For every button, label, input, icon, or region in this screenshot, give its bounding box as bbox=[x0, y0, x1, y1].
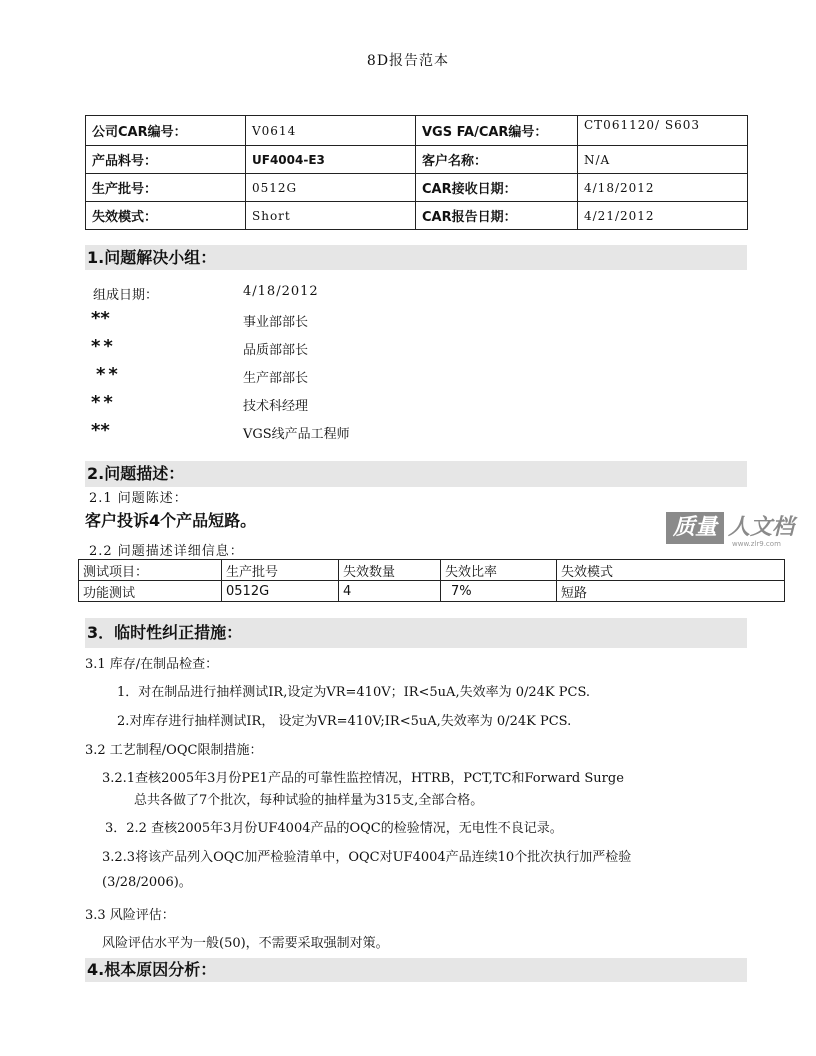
failure-detail-table bbox=[78, 559, 785, 602]
document-title: 8D报告范本 bbox=[366, 53, 450, 69]
car-report-date-label: CAR报告日期： bbox=[416, 202, 578, 230]
member-role: 技术科经理 bbox=[243, 399, 309, 414]
table-row bbox=[86, 174, 748, 202]
table-cell: 短路 bbox=[557, 581, 785, 602]
watermark-text: 人文档 bbox=[728, 515, 795, 540]
member-name: ** bbox=[91, 392, 116, 413]
section-3-heading: 3．临时性纠正措施： bbox=[85, 618, 747, 648]
member-role: 事业部部长 bbox=[243, 315, 309, 330]
failure-mode-value: Short bbox=[246, 202, 416, 230]
vgs-car-no-label: VGS FA/CAR编号： bbox=[416, 116, 578, 146]
process-control-item: 3.2.1查核2005年3月份PE1产品的可靠性监控情况，HTRB，PCT,TC和Forward Surge bbox=[102, 771, 624, 786]
table-header-cell: 失效模式 bbox=[557, 560, 785, 581]
risk-assessment-subheading: 3.3 风险评估： bbox=[85, 908, 175, 923]
process-control-item: 3．2.2 查核2005年3月份UF4004产品的OQC的检验情况，无电性不良记录。 bbox=[105, 821, 563, 836]
customer-name-label: 客户名称： bbox=[416, 146, 578, 174]
lot-no-label: 生产批号： bbox=[86, 174, 246, 202]
watermark-logo bbox=[666, 512, 808, 546]
part-no-label: 产品料号： bbox=[86, 146, 246, 174]
process-control-item-cont: (3/28/2006)。 bbox=[102, 875, 192, 890]
member-role: 生产部部长 bbox=[243, 371, 309, 386]
customer-name-value: N/A bbox=[578, 146, 748, 174]
inventory-check-item: 1．对在制品进行抽样测试IR,设定为VR=410V；IR<5uA,失效率为 0/24K PCS. bbox=[117, 685, 591, 700]
watermark-badge: 质量 bbox=[666, 512, 724, 544]
member-name: ** bbox=[91, 308, 110, 329]
member-name: ** bbox=[96, 364, 121, 385]
vgs-car-no-value: CT061120/ S603 bbox=[578, 116, 748, 146]
watermark-url: www.zlr9.com bbox=[732, 540, 781, 548]
part-no-value: UF4004-E3 bbox=[246, 146, 416, 174]
table-header-cell: 失效比率 bbox=[441, 560, 557, 581]
member-name: ** bbox=[91, 336, 116, 357]
section-4-heading: 4.根本原因分析： bbox=[85, 958, 747, 982]
table-header-cell: 失效数量 bbox=[339, 560, 441, 581]
team-date-label: 组成日期： bbox=[93, 288, 159, 303]
table-cell: 功能测试 bbox=[79, 581, 222, 602]
inventory-check-subheading: 3.1 库存/在制品检查： bbox=[85, 657, 219, 672]
lot-no-value: 0512G bbox=[246, 174, 416, 202]
car-received-date-label: CAR接收日期： bbox=[416, 174, 578, 202]
process-control-item: 3.2.3将该产品列入OQC加严检验清单中，OQC对UF4004产品连续10个批次执行加严检验 bbox=[102, 850, 632, 865]
section-1-heading: 1.问题解决小组： bbox=[85, 245, 747, 270]
problem-details-subheading: 2.2 问题描述详细信息： bbox=[89, 544, 244, 559]
table-header-row bbox=[79, 560, 785, 581]
table-row bbox=[86, 202, 748, 230]
car-received-date-value: 4/18/2012 bbox=[578, 174, 748, 202]
table-header-cell: 生产批号 bbox=[222, 560, 339, 581]
company-car-no-value: V0614 bbox=[246, 116, 416, 146]
process-control-subheading: 3.2 工艺制程/OQC限制措施： bbox=[85, 743, 263, 758]
company-car-no-label: 公司CAR编号： bbox=[86, 116, 246, 146]
table-row bbox=[79, 581, 785, 602]
inventory-check-item: 2.对库存进行抽样测试IR， 设定为VR=410V;IR<5uA,失效率为 0/24K PCS. bbox=[117, 714, 572, 729]
table-header-cell: 测试项目： bbox=[79, 560, 222, 581]
risk-assessment-text: 风险评估水平为一般(50)，不需要采取强制对策。 bbox=[102, 936, 389, 951]
car-header-table bbox=[85, 115, 748, 230]
team-date-value: 4/18/2012 bbox=[243, 284, 319, 299]
member-role: VGS线产品工程师 bbox=[243, 427, 350, 442]
member-name: ** bbox=[91, 420, 110, 441]
table-row bbox=[86, 146, 748, 174]
table-row bbox=[86, 116, 748, 146]
section-2-heading: 2.问题描述： bbox=[85, 461, 747, 487]
table-cell: 4 bbox=[339, 581, 441, 602]
car-report-date-value: 4/21/2012 bbox=[578, 202, 748, 230]
table-cell: 0512G bbox=[222, 581, 339, 602]
problem-statement-subheading: 2.1 问题陈述： bbox=[89, 491, 188, 506]
problem-statement: 客户投诉4个产品短路。 bbox=[85, 511, 257, 530]
member-role: 品质部部长 bbox=[243, 343, 309, 358]
process-control-item-cont: 总共各做了7个批次，每种试验的抽样量为315支,全部合格。 bbox=[134, 793, 484, 808]
failure-mode-label: 失效模式： bbox=[86, 202, 246, 230]
table-cell: 7% bbox=[441, 581, 557, 602]
